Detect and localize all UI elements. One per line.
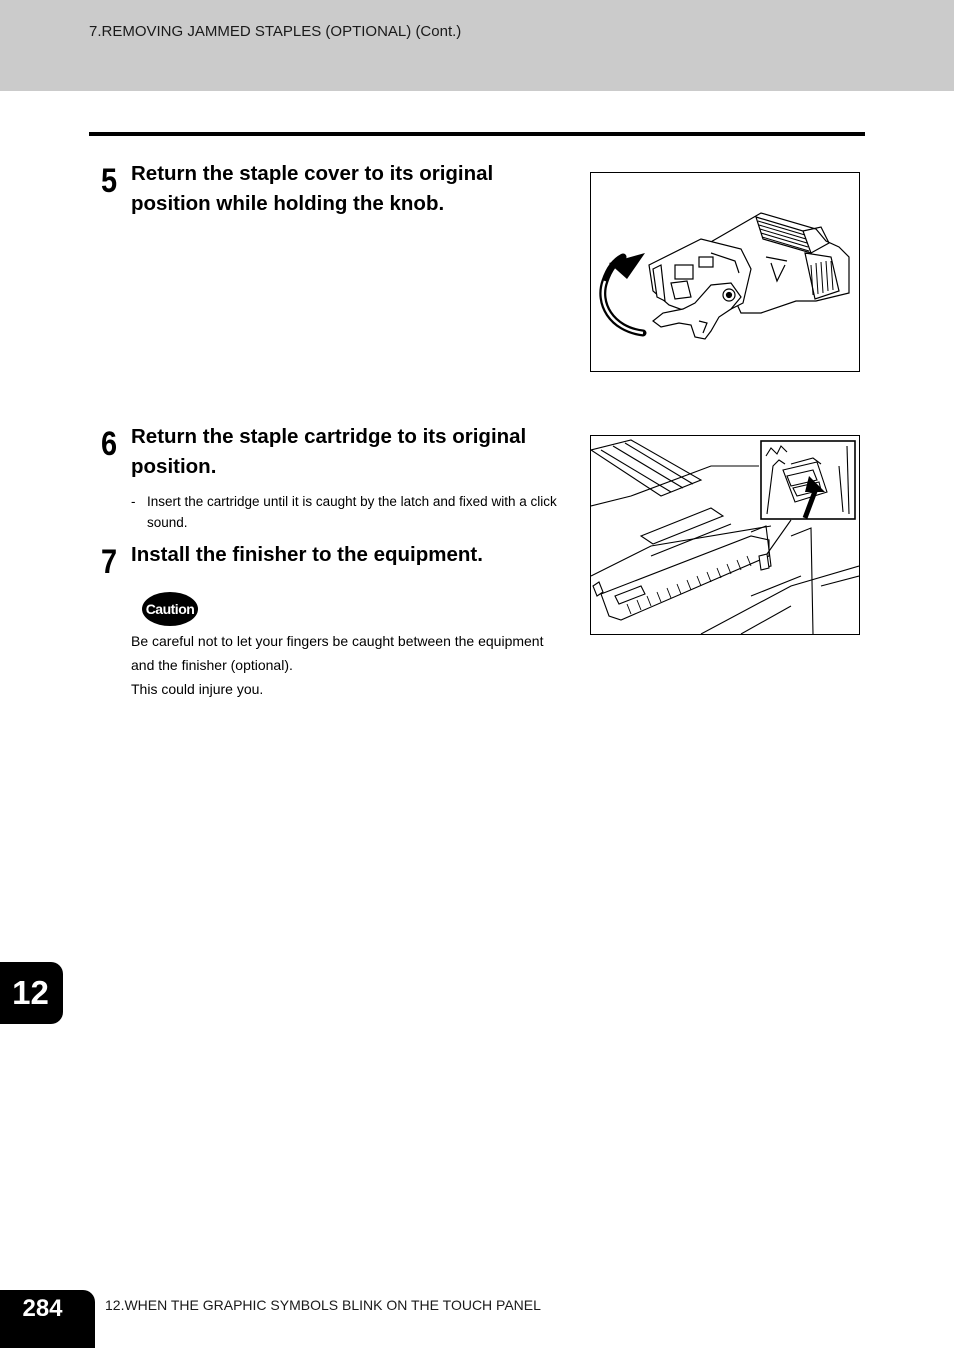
step-7-title	[131, 540, 571, 570]
step-number-6: 6	[101, 425, 118, 463]
footer-chapter-title: 12.WHEN THE GRAPHIC SYMBOLS BLINK ON THE TOUCH PANEL	[105, 1297, 541, 1313]
chapter-tab: 12	[0, 962, 63, 1024]
caution-line: Be careful not to let your fingers be caught between the equipment	[131, 633, 544, 649]
step-number-7: 7	[101, 543, 118, 581]
step-7-title-line: Install the finisher to the equipment.	[131, 543, 483, 566]
note-bullet: -	[131, 494, 136, 509]
step-number-5: 5	[101, 162, 118, 200]
step-5-title-line: position while holding the knob.	[131, 192, 445, 215]
step-6-note-text: Insert the cartridge until it is caught by the latch and fixed with a click sound.	[147, 494, 557, 530]
caution-line: and the finisher (optional).	[131, 657, 293, 673]
caution-text	[131, 629, 581, 701]
step-6-title-line: position.	[131, 455, 217, 478]
step-5-title	[131, 159, 571, 219]
step-6-note	[131, 491, 571, 533]
step-5-title-line: Return the staple cover to its original	[131, 162, 494, 185]
page-number: 284	[0, 1290, 95, 1348]
staple-cartridge-illustration	[590, 435, 860, 635]
step-6-title-line: Return the staple cartridge to its original	[131, 425, 527, 448]
step-6-title	[131, 422, 571, 482]
caution-badge: Caution	[142, 592, 198, 626]
page-header-title: 7.REMOVING JAMMED STAPLES (OPTIONAL) (Cont.)	[89, 23, 462, 40]
caution-line: This could injure you.	[131, 681, 264, 697]
header-band	[0, 0, 954, 91]
section-divider	[89, 132, 865, 136]
staple-cover-illustration	[590, 172, 860, 372]
